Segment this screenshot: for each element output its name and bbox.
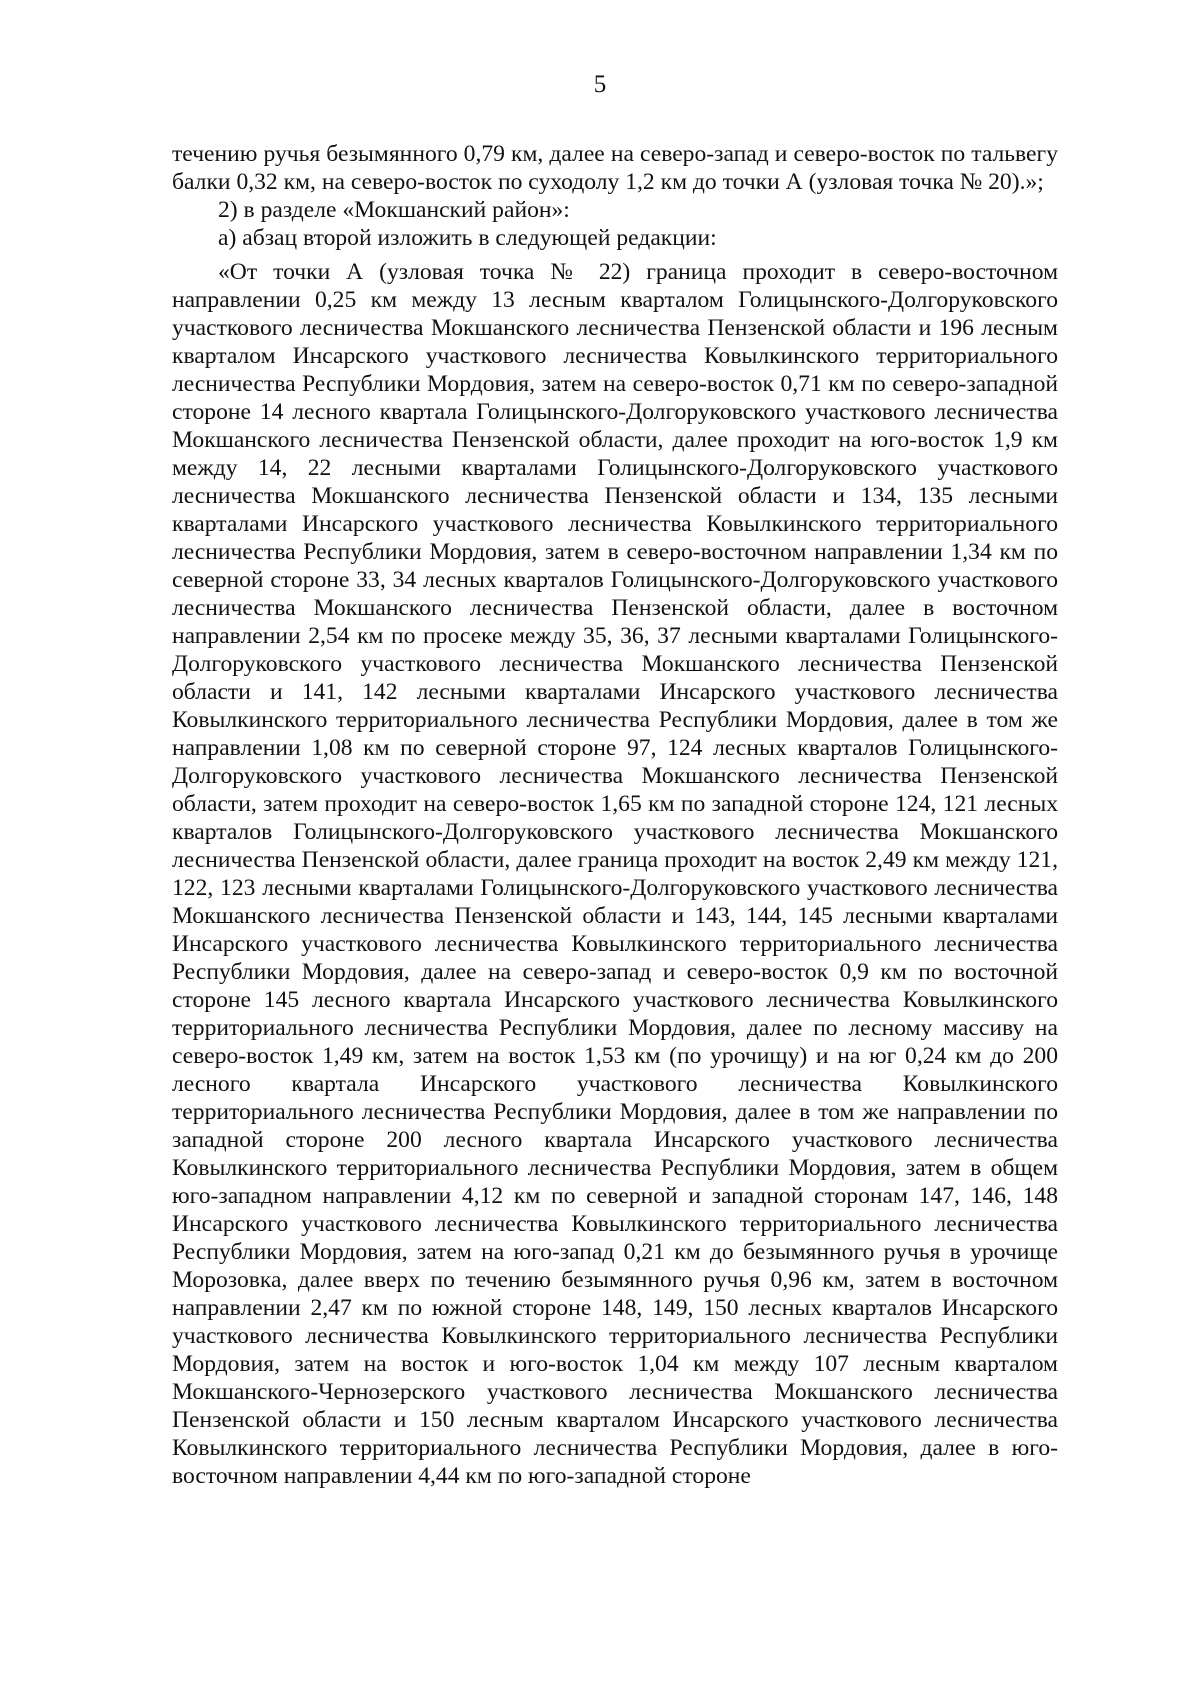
page-number: 5 — [593, 71, 607, 98]
paragraph-main-boundary-description: «От точки А (узловая точка № 22) граница проходит в северо-восточном направлении 0,25 км между 13 лесным кварталом Голицынского-Долгоруковского участкового лесничества Мокшанского лесничества Пензенской области и 196 лесным кварталом Инсарского участкового лесничества Ковылкинского территориального лесничества Республики Мордовия, затем на северо-восток 0,71 км по северо-западной стороне 14 лесного квартала Голицынского-Долгоруковского участкового лесничества Мокшанского лесничества Пензенской области, далее проходит на юго-восток 1,9 км между 14, 22 лесными кварталами Голицынского-Долгоруковского участкового лесничества Мокшанского лесничества Пензенской области и 134, 135 лесными кварталами Инсарского участкового лесничества Ковылкинского территориального лесничества Республики Мордовия, затем в северо-восточном направлении 1,34 км по северной стороне 33, 34 лесных кварталов Голицынского-Долгоруковского участкового лесничества Мокшанского лесничества Пензенской области, далее в восточном направлении 2,54 км по просеке между 35, 36, 37 лесными кварталами Голицынского-Долгоруковского участкового лесничества Мокшанского лесничества Пензенской области и 141, 142 лесными кварталами Инсарского участкового лесничества Ковылкинского территориального лесничества Республики Мордовия, далее в том же направлении 1,08 км по северной стороне 97, 124 лесных кварталов Голицынского-Долгоруковского участкового лесничества Мокшанского лесничества Пензенской области, затем проходит на северо-восток 1,65 км по западной стороне 124, 121 лесных кварталов Голицынского-Долгоруковского участкового лесничества Мокшанского лесничества Пензенской области, далее граница проходит на восток 2,49 км между 121, 122, 123 лесными кварталами Голицынского-Долгоруковского участкового лесничества Мокшанского лесничества Пензенской области и 143, 144, 145 лесными кварталами Инсарского участкового лесничества Ковылкинского территориального лесничества Республики Мордовия, далее на северо-запад и северо-восток 0,9 км по восточной стороне 145 лесного квартала Инсарского участкового лесничества Ковылкинского территориального лесничества Республики Мордовия, далее по лесному массиву на северо-восток 1,49 км, затем на восток 1,53 км (по урочищу) и на юг 0,24 км до 200 лесного квартала Инсарского участкового лесничества Ковылкинского территориального лесничества Республики Мордовия, далее в том же направлении по западной стороне 200 лесного квартала Инсарского участкового лесничества Ковылкинского территориального лесничества Республики Мордовия, затем в общем юго-западном направлении 4,12 км по северной и западной сторонам 147, 146, 148 Инсарского участкового лесничества Ковылкинского территориального лесничества Республики Мордовия, затем на юго-запад 0,21 км до безымянного ручья в урочище Морозовка, далее вверх по течению безымянного ручья 0,96 км, затем в восточном направлении 2,47 км по южной стороне 148, 149, 150 лесных кварталов Инсарского участкового лесничества Ковылкинского территориального лесничества Республики Мордовия, затем на восток и юго-восток 1,04 км между 107 лесным кварталом Мокшанского-Чернозерского участкового лесничества Мокшанского лесничества Пензенской области и 150 лесным кварталом Инсарского участкового лесничества Ковылкинского территориального лесничества Республики Мордовия, далее в юго-восточном направлении 4,44 км по юго-западной стороне — [172, 259, 1058, 1489]
paragraph-item-2: 2) в разделе «Мокшанский район»: — [218, 197, 570, 223]
document-body — [172, 140, 1058, 1490]
paragraph-item-a: а) абзац второй изложить в следующей редакции: — [218, 225, 717, 251]
paragraph-continuation: течению ручья безымянного 0,79 км, далее на северо-запад и северо-восток по тальвегу балки 0,32 км, на северо-восток по суходолу 1,2 км до точки А (узловая точка № 20).»; — [172, 141, 1058, 195]
